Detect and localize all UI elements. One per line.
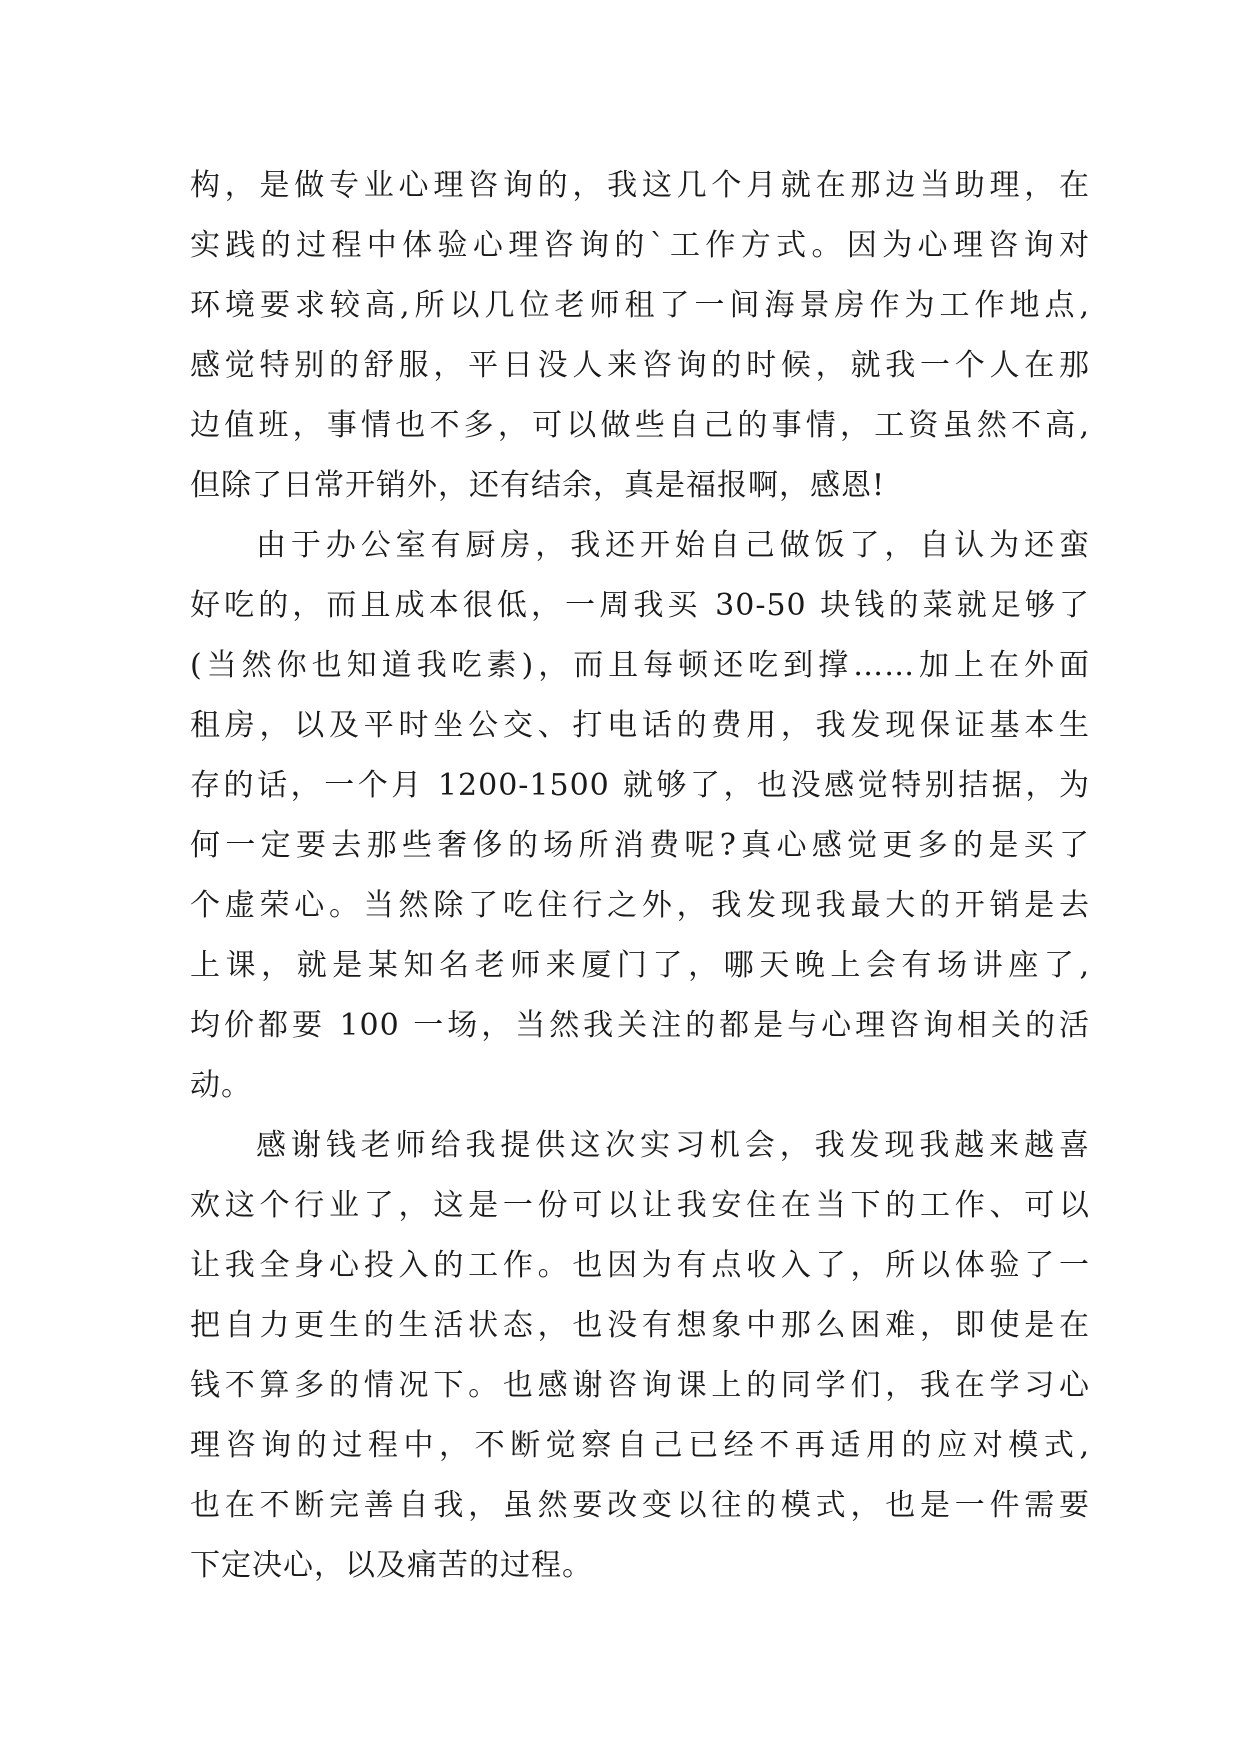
text-line: 钱不算多的情况下。也感谢咨询课上的同学们，我在学习心 <box>190 1368 1090 1403</box>
text-line: 存的话，一个月 1200-1500 就够了，也没感觉特别拮据，为 <box>190 768 1090 803</box>
text-line: 何一定要去那些奢侈的场所消费呢?真心感觉更多的是买了 <box>190 828 1090 863</box>
text-line: 上课，就是某知名老师来厦门了，哪天晚上会有场讲座了, <box>190 948 1090 983</box>
text-line: 环境要求较高,所以几位老师租了一间海景房作为工作地点, <box>190 288 1090 323</box>
text-line: 也在不断完善自我，虽然要改变以往的模式，也是一件需要 <box>190 1488 1090 1523</box>
paragraph-2 <box>190 520 1090 1120</box>
text-line: 欢这个行业了，这是一份可以让我安住在当下的工作、可以 <box>190 1188 1090 1223</box>
text-line: 理咨询的过程中，不断觉察自己已经不再适用的应对模式, <box>190 1428 1090 1463</box>
text-line: 由于办公室有厨房，我还开始自己做饭了，自认为还蛮 <box>256 528 1090 563</box>
text-line: 实践的过程中体验心理咨询的`工作方式。因为心理咨询对 <box>190 228 1090 263</box>
text-line: 动。 <box>190 1068 252 1103</box>
text-line: 下定决心，以及痛苦的过程。 <box>190 1548 593 1583</box>
paragraph-3 <box>190 1120 1090 1600</box>
text-line: 好吃的，而且成本很低，一周我买 30-50 块钱的菜就足够了 <box>190 588 1090 623</box>
text-line: 均价都要 100 一场，当然我关注的都是与心理咨询相关的活 <box>190 1008 1090 1043</box>
text-line: 但除了日常开销外，还有结余，真是福报啊，感恩! <box>190 468 886 503</box>
text-line: (当然你也知道我吃素)，而且每顿还吃到撑……加上在外面 <box>190 648 1090 683</box>
text-line: 边值班，事情也不多，可以做些自己的事情，工资虽然不高, <box>190 408 1090 443</box>
text-line: 感觉特别的舒服，平日没人来咨询的时候，就我一个人在那 <box>190 348 1090 383</box>
text-line: 个虚荣心。当然除了吃住行之外，我发现我最大的开销是去 <box>190 888 1090 923</box>
text-line: 感谢钱老师给我提供这次实习机会，我发现我越来越喜 <box>256 1128 1090 1163</box>
text-line: 把自力更生的生活状态，也没有想象中那么困难，即使是在 <box>190 1308 1090 1343</box>
text-line: 让我全身心投入的工作。也因为有点收入了，所以体验了一 <box>190 1248 1090 1283</box>
paragraph-1 <box>190 160 1090 520</box>
text-line: 租房，以及平时坐公交、打电话的费用，我发现保证基本生 <box>190 708 1090 743</box>
document-body <box>190 160 1090 1600</box>
text-line: 构，是做专业心理咨询的，我这几个月就在那边当助理，在 <box>190 168 1090 203</box>
